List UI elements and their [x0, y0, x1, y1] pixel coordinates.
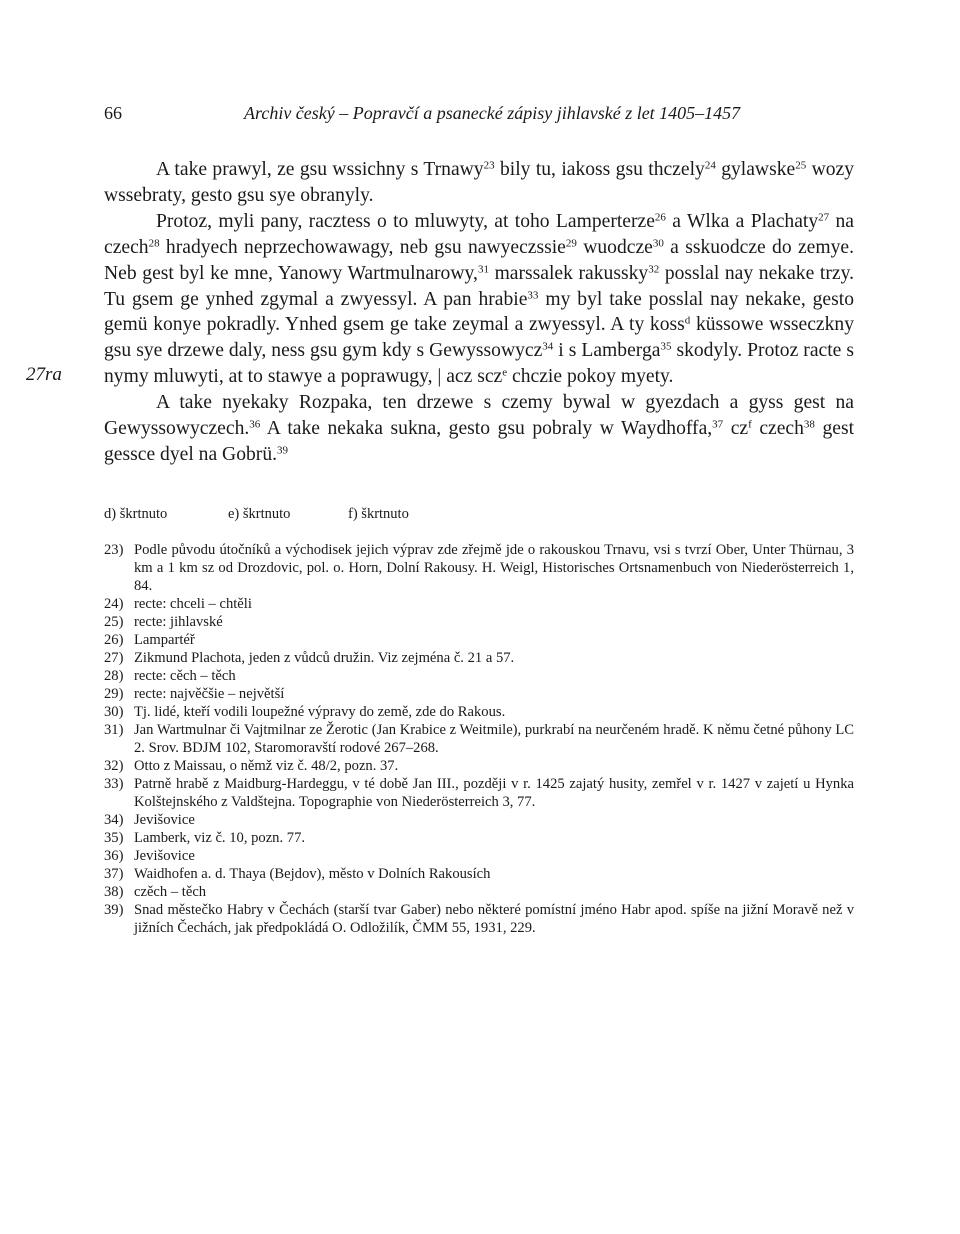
footnote-number: 37)	[104, 866, 124, 882]
footnote-34	[104, 811, 854, 829]
text-run: chczie pokoy myety.	[507, 366, 674, 388]
text-run: gylawske	[715, 159, 796, 180]
text-run: posslal nay nekake trzy. Tu gsem ge ynhed zgymal a zwyessyl. A pan hrabie	[104, 262, 854, 310]
critical-note-text: škrtnuto	[361, 506, 409, 522]
folio-margin-note: 27ra	[26, 364, 62, 385]
footnote-30	[104, 703, 854, 721]
footnote-ref: 38	[803, 418, 815, 431]
critical-note-ref: d	[684, 314, 691, 327]
footnote-37	[104, 865, 854, 883]
footnote-text: Jevišovice	[134, 848, 195, 864]
footnote-number: 24)	[104, 596, 124, 612]
text-run: i s Lamberga	[553, 340, 661, 362]
critical-note-text: škrtnuto	[119, 506, 168, 522]
footnote-text: Patrně hrabě z Maidburg-Hardeggu, v té době Jan III., později v r. 1425 zajatý husity, zemřel v r. 1427 v zajetí u Hynka Kolštejnského z Valdštejna. Topographie von Niederösterreich 3, 77.	[134, 776, 854, 810]
footnote-32	[104, 757, 854, 775]
text-run: gest gessce dyel na Gobrü.	[104, 418, 855, 465]
footnotes	[104, 541, 854, 937]
critical-note-ref: e	[502, 366, 508, 379]
footnote-text: Podle původu útočníků a východisek jejich výprav zde zřejmě jde o rakouskou Trnavu, vsi s tvrzí Ober, Unter Thürnau, 3 km a 1 km sz od Drozdovic, pol. o. Horn, Dolní Rakousy. H. Weigl, Historisches Ortsnamenbuch von Niederösterreich 1, 84.	[134, 542, 854, 594]
footnote-25	[104, 613, 854, 631]
footnote-number: 38)	[104, 884, 124, 900]
footnote-ref: 25	[795, 159, 807, 172]
text-run: na czech	[104, 210, 854, 258]
footnote-text: recte: jihlavské	[134, 614, 223, 630]
footnote-36	[104, 847, 854, 865]
footnote-29	[104, 685, 854, 703]
text-run: Protoz, myli pany, racztess o to mluwyty, at toho Lamperterze	[156, 210, 655, 232]
footnote-text: recte: chceli – chtěli	[134, 596, 252, 612]
text-run: wozy wssebraty, gesto gsu sye obranyly.	[104, 159, 855, 206]
footnote-39	[104, 901, 854, 937]
footnote-ref: 34	[542, 340, 554, 353]
footnote-ref: 30	[652, 237, 664, 250]
footnote-ref: 36	[249, 418, 261, 431]
footnote-text: Zikmund Plachota, jeden z vůdců družin. Viz zejména č. 21 a 57.	[134, 650, 515, 666]
footnote-number: 34)	[104, 812, 124, 828]
footnote-text: czěch – těch	[134, 884, 207, 900]
footnote-number: 25)	[104, 614, 124, 630]
text-run: marssalek rakussky	[488, 262, 649, 284]
critical-note-d	[104, 506, 228, 523]
footnote-number: 35)	[104, 830, 124, 846]
critical-note-f	[348, 506, 409, 523]
footnote-ref: 24	[704, 159, 716, 172]
footnote-23	[104, 541, 854, 595]
text-run: cz	[723, 418, 749, 440]
text-run: skodyly. Protoz racte s nymy mluwyti, at to stawye a poprawugy, | acz scz	[104, 340, 854, 388]
footnote-31	[104, 721, 854, 757]
footnote-number: 26)	[104, 632, 124, 648]
footnote-number: 39)	[104, 902, 124, 918]
paragraph-2	[104, 209, 854, 390]
footnote-number: 36)	[104, 848, 124, 864]
main-text	[104, 157, 854, 468]
footnote-text: Lamberk, viz č. 10, pozn. 77.	[134, 830, 306, 846]
critical-note-label: e)	[228, 506, 240, 522]
text-run: A take prawyl, ze gsu wssichny s Trnawy	[156, 159, 484, 180]
footnote-number: 28)	[104, 668, 124, 684]
text-run: A take nyekaky Rozpaka, ten drzewe s czemy bywal w gyezdach a gyss gest na Gewyssowyczech.	[104, 392, 854, 440]
text-run: A take nekaka sukna, gesto gsu pobraly w Waydhoffa,	[260, 418, 713, 440]
footnote-ref: 39	[277, 444, 289, 457]
footnote-number: 29)	[104, 686, 124, 702]
text-run: bily tu, iakoss gsu thczely	[494, 159, 705, 180]
footnote-38	[104, 883, 854, 901]
text-run: czech	[751, 418, 804, 440]
text-run: a sskuodcze do zemye. Neb gest byl ke mne, Yanowy Wartmulnarowy,	[104, 236, 854, 284]
text-run: my byl take posslal nay nekake, gesto gemü konye pokradly. Ynhed gsem ge take zeymal a zwyessyl. A ty koss	[104, 288, 854, 336]
footnote-number: 30)	[104, 704, 124, 720]
footnote-35	[104, 829, 854, 847]
footnote-number: 32)	[104, 758, 124, 774]
paragraph-1	[104, 157, 854, 209]
footnote-text: Jevišovice	[134, 812, 195, 828]
footnote-ref: 31	[477, 263, 489, 276]
footnote-text: Snad městečko Habry v Čechách (starší tvar Gaber) nebo některé pomístní jméno Habr apod. spíše na jižní Moravě než v jižních Čechách, jak předpokládá O. Odložilík, ČMM 55, 1931, 229.	[134, 902, 854, 936]
page-number: 66	[104, 103, 122, 123]
footnote-26	[104, 631, 854, 649]
footnote-text: Lampartéř	[134, 632, 195, 648]
footnote-33	[104, 775, 854, 811]
footnote-ref: 28	[148, 237, 160, 250]
critical-note-text: škrtnuto	[242, 506, 291, 522]
text-run: wuodcze	[576, 236, 653, 258]
footnote-ref: 29	[565, 237, 577, 250]
critical-note-ref: f	[748, 418, 752, 431]
text-run: a Wlka a Plachaty	[665, 210, 819, 232]
text-run: küssowe wsseczkny gsu sye drzewe daly, ness gsu gym kdy s Gewyssowycz	[104, 314, 854, 362]
footnote-number: 23)	[104, 542, 124, 558]
footnote-ref: 35	[660, 340, 672, 353]
footnote-ref: 32	[648, 263, 660, 276]
critical-note-label: d)	[104, 506, 117, 522]
footnote-ref: 33	[527, 288, 539, 301]
footnote-ref: 26	[654, 211, 666, 224]
footnote-text: recte: cěch – těch	[134, 668, 236, 684]
footnote-text: recte: najvěčšie – největší	[134, 686, 285, 702]
footnote-number: 31)	[104, 722, 124, 738]
footnote-number: 27)	[104, 650, 124, 666]
paragraph-3	[104, 390, 854, 468]
footnote-text: Tj. lidé, kteří vodili loupežné výpravy do země, zde do Rakous.	[134, 704, 506, 720]
footnote-number: 33)	[104, 776, 124, 792]
critical-note-e	[228, 506, 348, 523]
critical-note-label: f)	[348, 506, 358, 522]
footnote-28	[104, 667, 854, 685]
text-run: hradyech neprzechowawagy, neb gsu nawyeczssie	[159, 236, 566, 258]
footnote-text: Otto z Maissau, o němž viz č. 48/2, pozn. 37.	[134, 758, 399, 774]
footnote-ref: 37	[712, 418, 724, 431]
critical-apparatus	[104, 506, 409, 523]
footnote-text: Waidhofen a. d. Thaya (Bejdov), město v Dolních Rakousích	[134, 866, 491, 882]
footnote-ref: 23	[483, 159, 495, 172]
footnote-24	[104, 595, 854, 613]
footnote-text: Jan Wartmulnar či Vajtmilnar ze Žerotic (Jan Krabice z Weitmile), purkrabí na neurčeném hradě. K němu četné půhony LC 2. Srov. BDJM 102, Staromoravští rodové 267–268.	[134, 722, 854, 756]
footnote-ref: 27	[818, 211, 830, 224]
running-head: Archiv český – Popravčí a psanecké zápisy jihlavské z let 1405–1457	[244, 103, 741, 123]
footnote-27	[104, 649, 854, 667]
